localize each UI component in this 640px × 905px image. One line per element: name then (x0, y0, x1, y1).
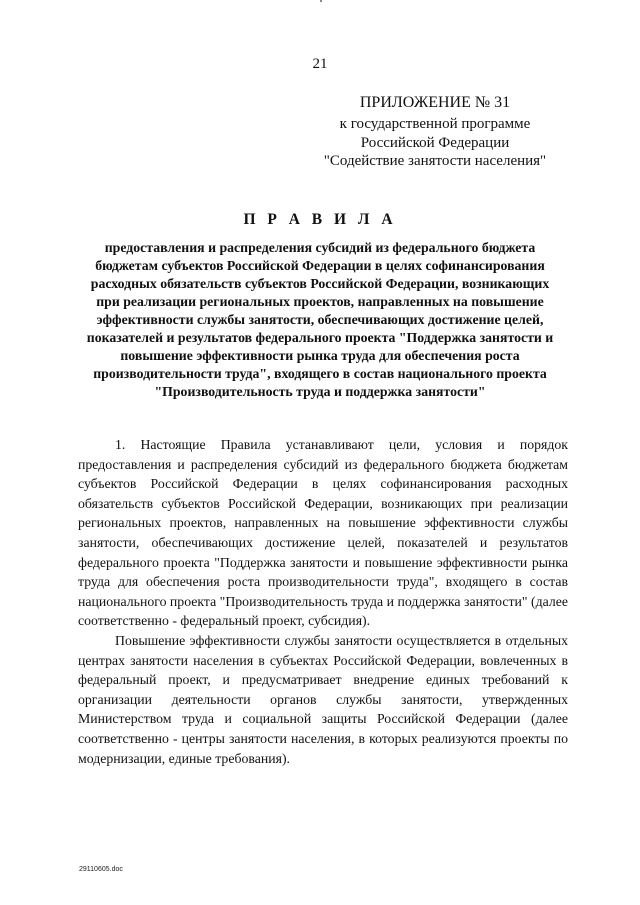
document-body (78, 435, 568, 768)
paragraph-1: 1. Настоящие Правила устанавливают цели, условия и порядок предоставления и распределения субсидий из федерального бюджета бюджетам субъектов Российской Федерации в целях софинансирования расходных обязательств субъектов Российской Федерации, возникающих при реализации региональных проектов, направленных на повышение эффективности службы занятости, обеспечивающих достижение целей, показателей и результатов федерального проекта "Поддержка занятости и повышение эффективности рынка труда для обеспечения роста производительности труда", входящего в состав национального проекта "Производительность труда и поддержка занятости" (далее соответственно - федеральный проект, субсидия). (78, 437, 569, 629)
file-code: 29110605.doc (79, 866, 123, 873)
appendix-line-2: Российской Федерации (360, 134, 510, 151)
appendix-line-3: "Содействие занятости населения" (323, 153, 547, 169)
appendix-line-1: к государственной программе (339, 116, 531, 132)
document-subtitle: предоставления и распределения субсидий из федерального бюджета бюджетам субъектов Российской Федерации в целях софинансирования расходных обязательств субъектов Российской Федерации, возникающих при реализации региональных проектов, направленных на повышение эффективности службы занятости, обеспечивающих достижение целей, показателей и результатов федерального проекта "Поддержка занятости и повышение эффективности рынка труда для обеспечения роста производительности труда", входящего в состав национального проекта "Производительность труда и поддержка занятости" (86, 240, 554, 399)
page-number: 21 (312, 56, 328, 72)
appendix-block (310, 94, 560, 171)
scan-speck (320, 0, 322, 2)
appendix-title: ПРИЛОЖЕНИЕ № 31 (359, 94, 511, 111)
document-title: П Р А В И Л А (243, 211, 397, 228)
paragraph-2: Повышение эффективности службы занятости осуществляется в отдельных центрах занятости населения в субъектах Российской Федерации, вовлеченных в федеральный проект, и предусматривает внедрение единых требований к организации деятельности органов службы занятости, утвержденных Министерством труда и социальной защиты Российской Федерации (далее соответственно - центры занятости населения, в которых реализуются проекты по модернизации, единые требования). (78, 632, 568, 766)
